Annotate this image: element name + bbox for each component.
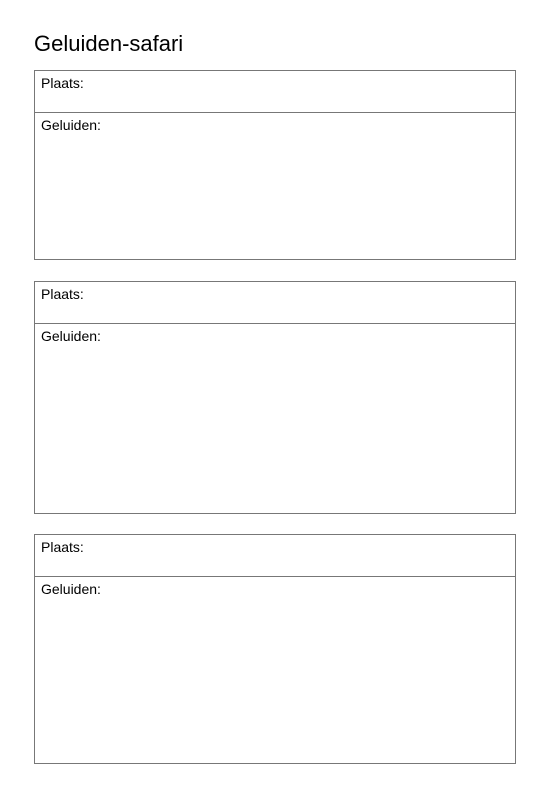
place-label: Plaats:: [41, 539, 84, 555]
sounds-label: Geluiden:: [41, 117, 101, 133]
place-field[interactable]: [35, 535, 515, 577]
place-field[interactable]: [35, 71, 515, 113]
place-field[interactable]: [35, 282, 515, 324]
sounds-label: Geluiden:: [41, 581, 101, 597]
observation-card-2: [34, 281, 516, 514]
sounds-field[interactable]: [35, 577, 515, 763]
observation-card-3: [34, 534, 516, 764]
place-label: Plaats:: [41, 75, 84, 91]
sounds-label: Geluiden:: [41, 328, 101, 344]
sounds-field[interactable]: [35, 113, 515, 259]
page-title: Geluiden-safari: [34, 31, 184, 56]
place-label: Plaats:: [41, 286, 84, 302]
observation-card-1: [34, 70, 516, 260]
sounds-field[interactable]: [35, 324, 515, 513]
